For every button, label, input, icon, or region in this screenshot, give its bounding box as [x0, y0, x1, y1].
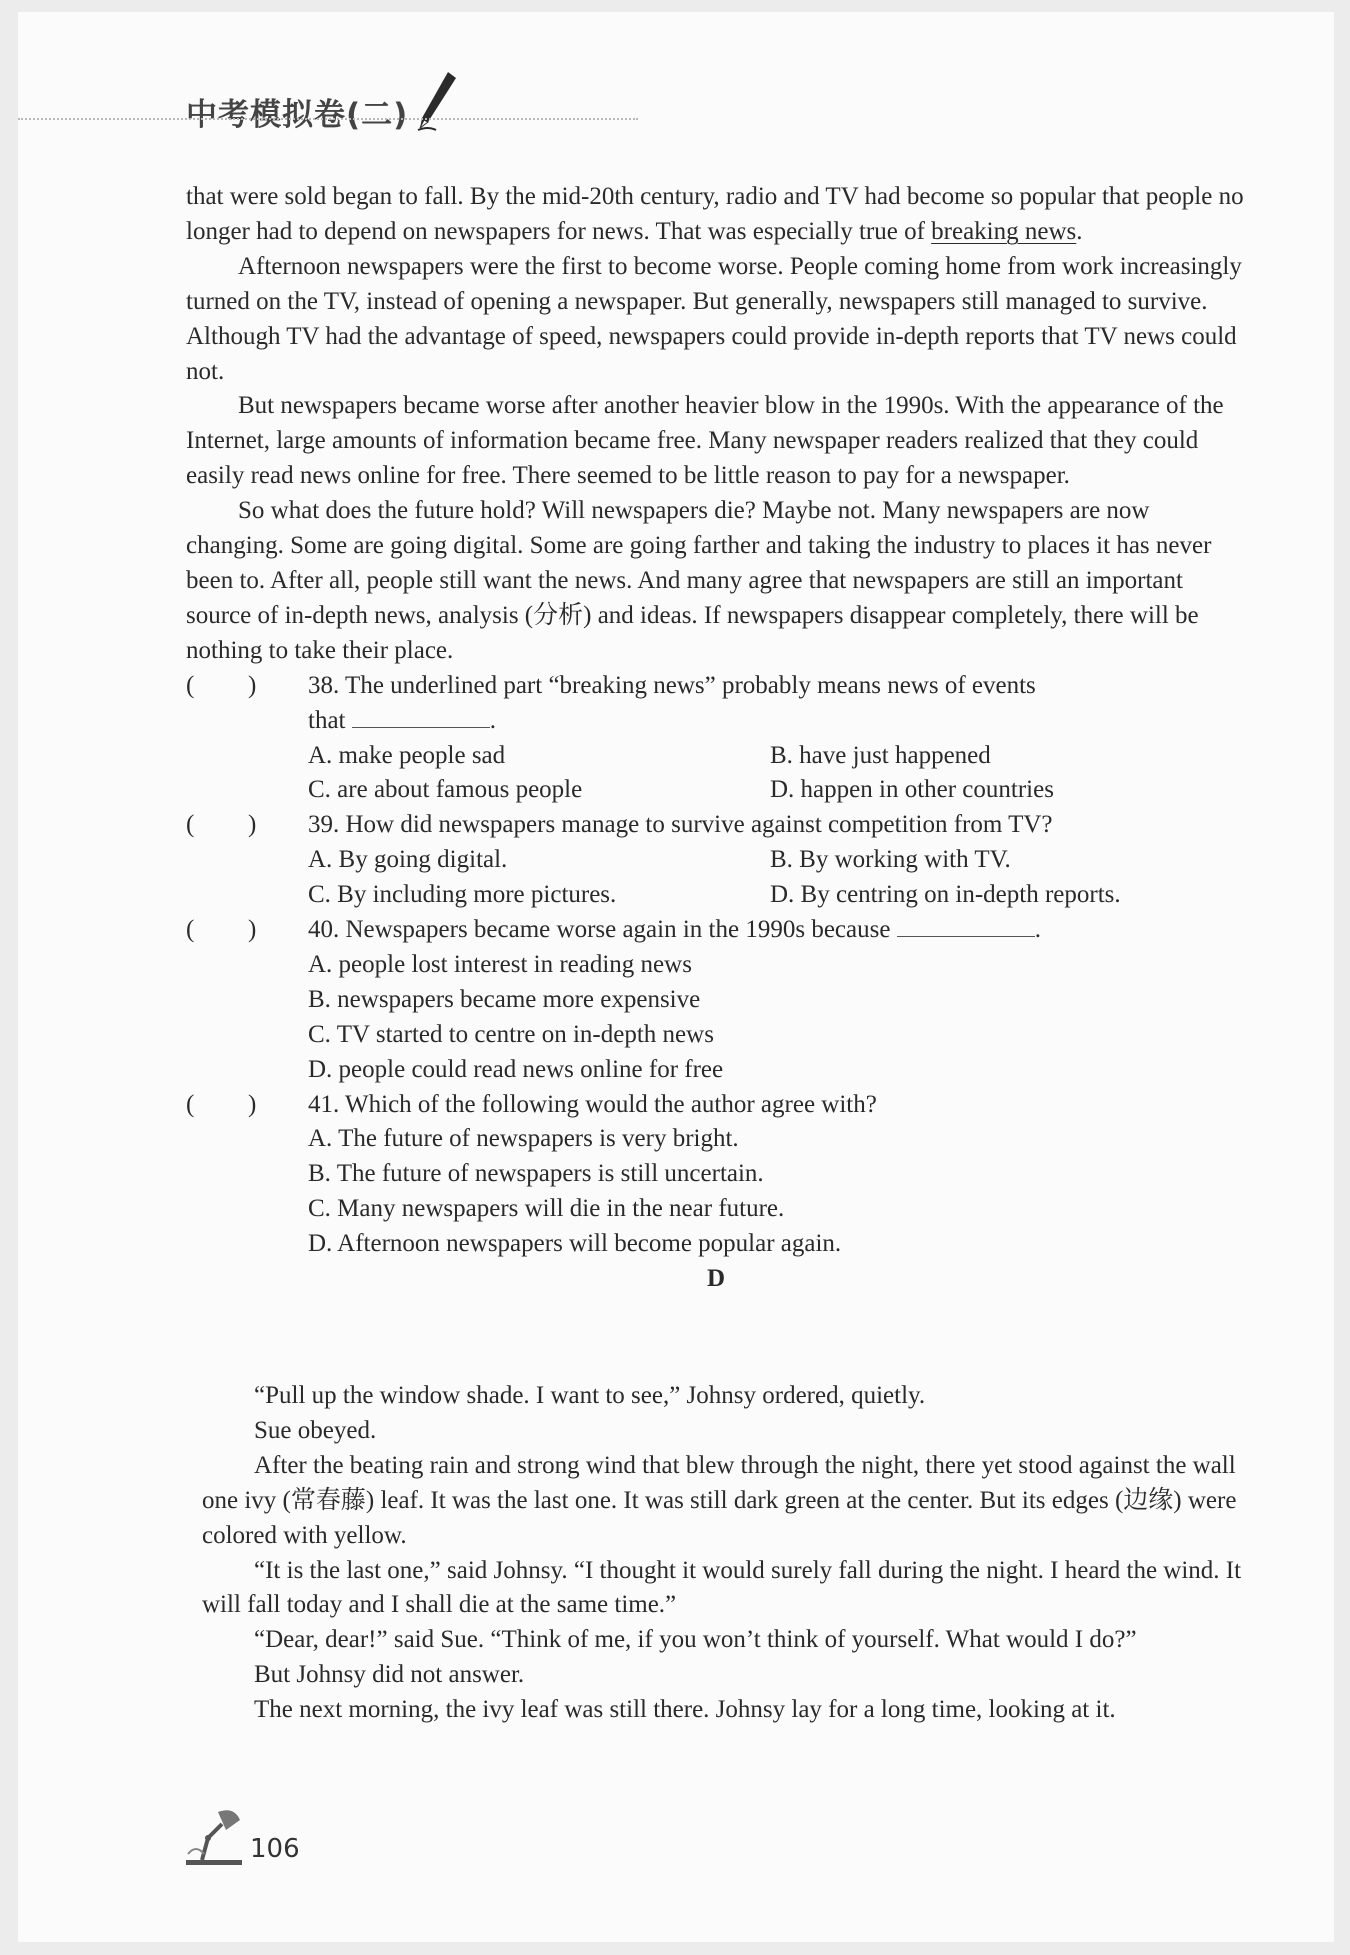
answer-bracket-close: )	[248, 1090, 257, 1118]
option-d[interactable]: D. happen in other countries	[770, 776, 1054, 804]
paragraph-text: that were sold began to fall. By the mid-20th century, radio and TV had become so popular that people no longer had to depend on newspapers for news. That was especially true of	[186, 183, 1244, 245]
answer-bracket-open[interactable]: (	[186, 916, 195, 944]
option-b[interactable]: B. newspapers became more expensive	[308, 985, 701, 1013]
section-heading: D	[706, 1265, 726, 1293]
option-b[interactable]: B. The future of newspapers is still uncertain.	[308, 1160, 764, 1188]
option-row	[186, 878, 1246, 913]
underlined-phrase: breaking news	[931, 217, 1077, 245]
option-d[interactable]: D. Afternoon newspapers will become popular again.	[308, 1230, 842, 1258]
question-40	[186, 913, 1246, 948]
answer-bracket-open[interactable]: (	[186, 811, 195, 839]
page-header	[186, 74, 458, 134]
answer-bracket-close: )	[248, 671, 257, 699]
paragraph: But Johnsy did not answer.	[254, 1661, 525, 1689]
option-b[interactable]: B. By working with TV.	[770, 846, 1011, 874]
option-c[interactable]: C. Many newspapers will die in the near future.	[308, 1195, 785, 1223]
option-d[interactable]: D. By centring on in-depth reports.	[770, 881, 1121, 909]
pen-icon	[414, 70, 458, 134]
paragraph: Afternoon newspapers were the first to become worse. People coming home from work increasingly turned on the TV, instead of opening a newspaper. But generally, newspapers still managed to survive. Although TV had the advantage of speed, newspapers could provide in-depth reports that TV news could not.	[186, 252, 1242, 385]
paragraph: After the beating rain and strong wind that blew through the night, there yet stood against the wall one ivy (常春藤) leaf. It was the last one. It was still dark green at the center. But its edges (边缘) were colored with yellow.	[202, 1451, 1237, 1549]
option-a[interactable]: A. The future of newspapers is very bright.	[308, 1125, 739, 1153]
page-sheet	[18, 12, 1334, 1942]
answer-blank[interactable]	[352, 705, 490, 728]
question-38	[186, 669, 1246, 704]
option-d[interactable]: D. people could read news online for free	[308, 1055, 724, 1083]
paragraph: But newspapers became worse after another heavier blow in the 1990s. With the appearance of the Internet, large amounts of information became free. Many newspaper readers realized that they could easily read news online for free. There seemed to be little reason to pay for a newspaper.	[186, 392, 1224, 490]
option-c[interactable]: C. are about famous people	[308, 776, 583, 804]
page-footer	[182, 1804, 300, 1868]
header-divider	[18, 118, 638, 120]
question-stem: 38. The underlined part “breaking news” probably means news of events	[308, 671, 1036, 699]
question-stem: 41. Which of the following would the author agree with?	[308, 1090, 877, 1118]
passage-c	[186, 180, 1246, 1297]
answer-bracket-open[interactable]: (	[186, 671, 195, 699]
answer-bracket-open[interactable]: (	[186, 1090, 195, 1118]
desk-lamp-icon	[182, 1804, 248, 1868]
period: .	[1034, 916, 1041, 944]
paragraph: “Pull up the window shade. I want to see,” Johnsy ordered, quietly.	[254, 1382, 926, 1409]
option-c[interactable]: C. By including more pictures.	[308, 881, 617, 909]
option-row	[186, 843, 1246, 878]
answer-blank[interactable]	[897, 914, 1035, 937]
exam-title: 中考模拟卷(二)	[186, 97, 409, 133]
question-stem: 40. Newspapers became worse again in the 1990s because	[308, 916, 891, 944]
option-row	[186, 773, 1246, 808]
paragraph: “It is the last one,” said Johnsy. “I thought it would surely fall during the night. I heard the wind. It will fall today and I shall die at the same time.”	[202, 1556, 1242, 1619]
page-number: 106	[250, 1834, 300, 1864]
option-c[interactable]: C. TV started to centre on in-depth news	[308, 1020, 714, 1048]
answer-bracket-close: )	[248, 916, 257, 944]
option-b[interactable]: B. have just happened	[770, 741, 991, 769]
paragraph: Sue obeyed.	[254, 1416, 377, 1444]
option-row	[186, 739, 1246, 774]
paragraph: “Dear, dear!” said Sue. “Think of me, if you won’t think of yourself. What would I do?”	[254, 1626, 1137, 1654]
option-a[interactable]: A. make people sad	[308, 741, 506, 769]
question-41	[186, 1088, 1246, 1123]
answer-bracket-close: )	[248, 811, 257, 839]
paragraph	[186, 180, 1246, 250]
option-a[interactable]: A. people lost interest in reading news	[308, 950, 692, 978]
period: .	[489, 706, 496, 734]
question-stem-continued	[186, 704, 1246, 739]
stem-text: that	[308, 706, 346, 734]
passage-d	[202, 1379, 1262, 1728]
paragraph: So what does the future hold? Will newspapers die? Maybe not. Many newspapers are now changing. Some are going digital. Some are going farther and taking the industry to places it has never been to. After all, people still want the news. And many agree that newspapers are still an important source of in-depth news, analysis (分析) and ideas. If newspapers disappear completely, there will be nothing to take their place.	[186, 497, 1212, 664]
question-39	[186, 808, 1246, 843]
option-a[interactable]: A. By going digital.	[308, 846, 508, 874]
period: .	[1076, 217, 1083, 245]
question-stem: 39. How did newspapers manage to survive against competition from TV?	[308, 811, 1053, 839]
paragraph: The next morning, the ivy leaf was still there. Johnsy lay for a long time, looking at it.	[254, 1696, 1116, 1724]
